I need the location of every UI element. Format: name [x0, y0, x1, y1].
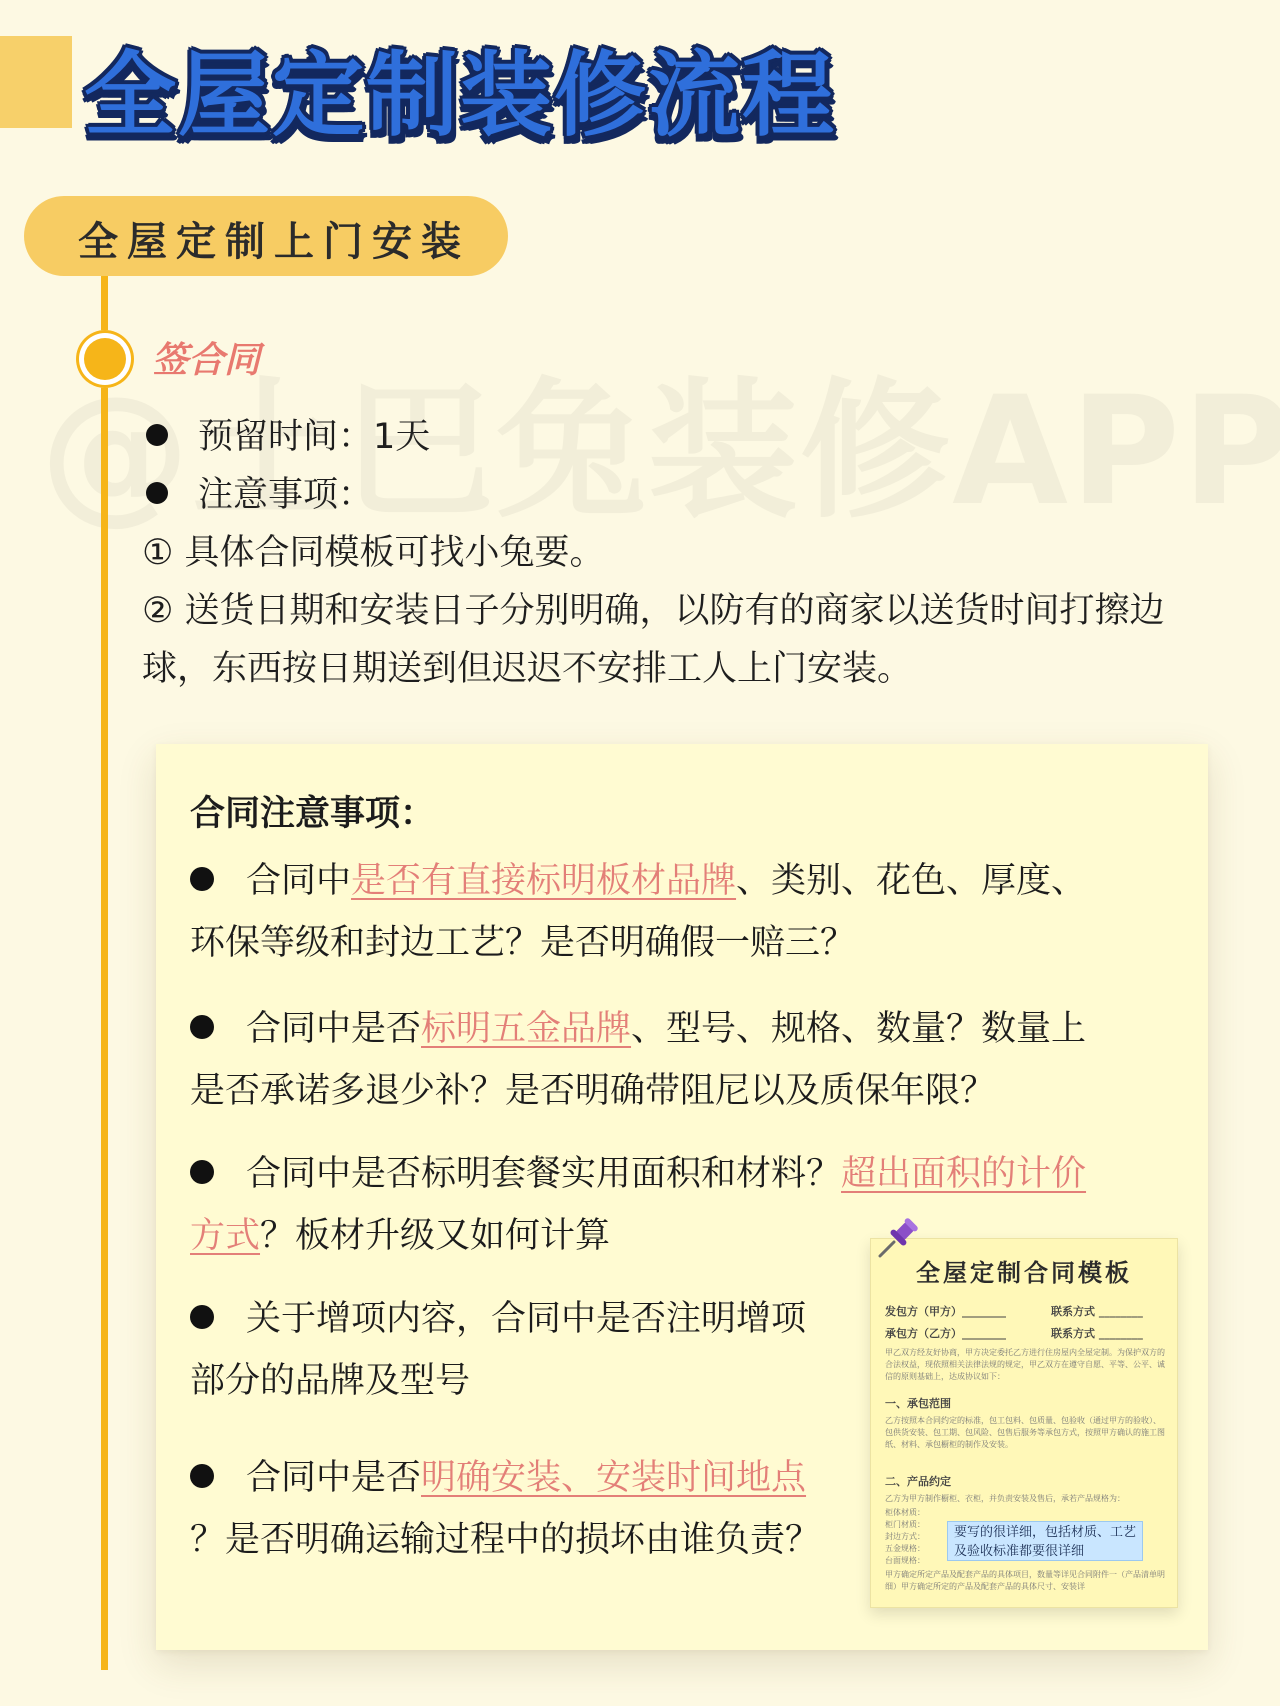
template-section-2-text: 乙方为甲方制作橱柜、衣柜，并负责安装及售后，承若产品规格为： — [885, 1494, 1125, 1503]
note-highlight: 方式 — [190, 1216, 261, 1256]
page-title: 全屋定制装修流程 — [84, 42, 837, 149]
note-text: 、类别、花色、厚度、 — [736, 861, 1087, 901]
template-section-2: 二、产品约定 — [885, 1475, 951, 1488]
bullet-icon — [190, 1464, 214, 1488]
bullet-icon — [146, 482, 168, 504]
template-intro: 甲乙双方经友好协商，甲方决定委托乙方进行住房屋内全屋定制。为保护双方的合法权益，现依照相关法律法规的规定，甲乙双方在遵守自愿、平等、公平、诚信的原则基础上，达成协议如下： — [885, 1348, 1165, 1381]
note-item-1 — [190, 850, 1150, 974]
note-text: 合同中 — [246, 861, 352, 901]
template-highlight-note: 要写的很详细，包括材质、工艺及验收标准都要很详细 — [947, 1521, 1143, 1561]
bullet-icon — [190, 1305, 214, 1329]
info-item-2: ② 送货日期和安装日子分别明确，以防有的商家以送货时间打擦边球，东西按日期送到但迟迟不安排工人上门安装。 — [142, 591, 1165, 689]
note-highlight: 明确安装、安装时间地点 — [421, 1458, 807, 1498]
template-contact-b: 联系方式 ________ — [1051, 1327, 1143, 1340]
info-item-1: ① 具体合同模板可找小兔要。 — [142, 533, 605, 573]
note-text: 合同中是否 — [246, 1009, 422, 1049]
template-contact-a: 联系方式 ________ — [1051, 1305, 1143, 1318]
timeline-line — [101, 270, 108, 1670]
note-highlight: 标明五金品牌 — [421, 1009, 632, 1049]
card-heading: 合同注意事项： — [190, 794, 436, 834]
template-section-1-text: 乙方按照本合同约定的标准，包工包料、包质量、包验收（通过甲方的验收）、包供货安装、包工期、包风险、包售后服务等承包方式，按照甲方确认的施工图纸、材料、承包橱柜的制作及安装。 — [885, 1416, 1165, 1449]
note-text: 、型号、规格、数量？数量上 — [631, 1009, 1087, 1049]
step-title: 签合同 — [152, 340, 261, 381]
template-section-1: 一、承包范围 — [885, 1397, 951, 1410]
note-item-5 — [190, 1447, 870, 1571]
note-item-2 — [190, 998, 1150, 1122]
timeline-dot-center — [84, 338, 126, 380]
template-party-b: 承包方（乙方）________ — [885, 1327, 1006, 1340]
note-highlight: 超出面积的计价 — [841, 1154, 1087, 1194]
note-text: ？是否明确运输过程中的损坏由谁负责？ — [190, 1520, 821, 1560]
bullet-icon — [146, 424, 168, 446]
template-party-a: 发包方（甲方）________ — [885, 1305, 1006, 1318]
note-text: 关于增项内容，合同中是否注明增项 — [246, 1299, 807, 1339]
note-text: 环保等级和封边工艺？是否明确假一赔三？ — [190, 923, 856, 963]
info-note-label-text: 注意事项： — [198, 475, 374, 515]
bullet-icon — [190, 1015, 214, 1039]
note-text: 部分的品牌及型号 — [190, 1361, 471, 1401]
note-text: 合同中是否 — [246, 1458, 422, 1498]
info-time — [146, 408, 430, 466]
template-fields: 柜体材质： 柜门材质： 封边方式： 五金规格： 台面规格： — [885, 1508, 925, 1565]
info-time-text: 预留时间：1天 — [198, 417, 431, 457]
bullet-icon — [190, 867, 214, 891]
note-text: 合同中是否标明套餐实用面积和材料？ — [246, 1154, 842, 1194]
bullet-icon — [190, 1160, 214, 1184]
section-label: 全屋定制上门安装 — [78, 219, 470, 265]
template-title: 全屋定制合同模板 — [916, 1259, 1132, 1287]
title-accent-bar — [0, 36, 72, 128]
note-highlight: 是否有直接标明板材品牌 — [351, 861, 737, 901]
note-text: 是否承诺多退少补？是否明确带阻尼以及质保年限？ — [190, 1071, 996, 1111]
note-text: ？板材升级又如何计算 — [260, 1216, 611, 1256]
pushpin-icon — [874, 1216, 920, 1262]
contract-template-thumbnail — [870, 1238, 1178, 1608]
note-item-4 — [190, 1288, 870, 1412]
info-note-label — [146, 466, 373, 524]
template-footer: 甲方确定所定产品及配套产品的具体项目，数量等详见合同附件一（产品清单明细）甲方确定所定的产品及配套产品的具体尺寸、安装详 — [885, 1570, 1165, 1591]
